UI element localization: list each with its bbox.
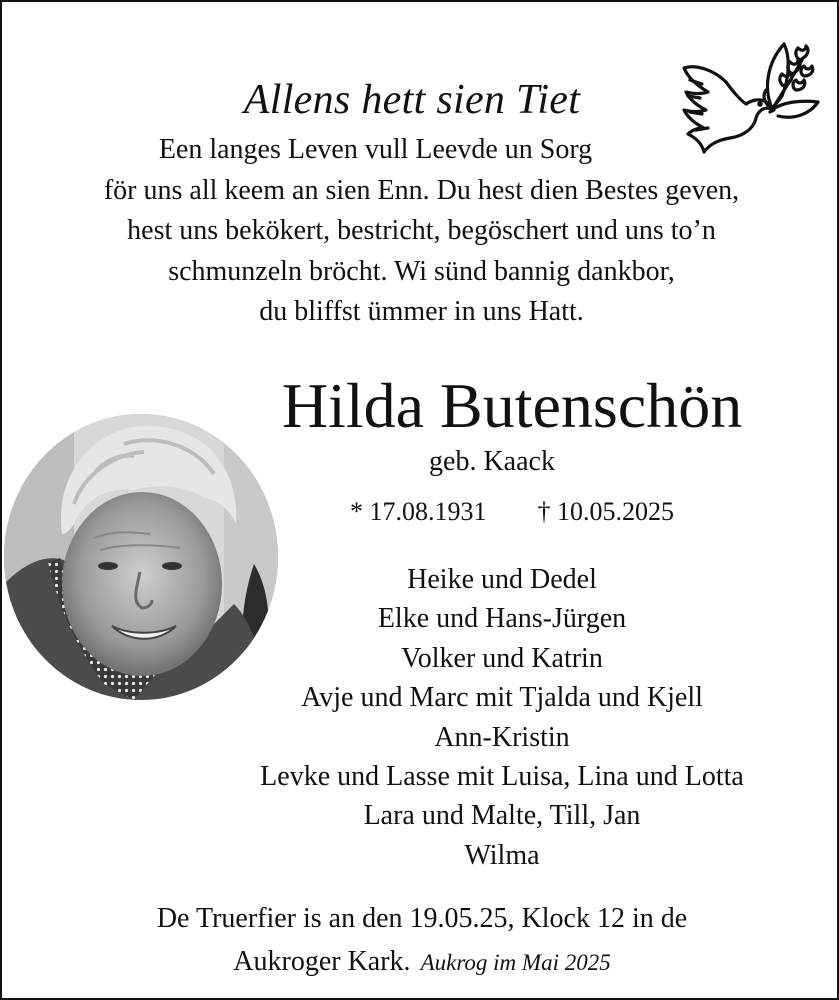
death-date: 10.05.2025 (557, 497, 674, 526)
funeral-line: De Truerfier is an den 19.05.25, Klock 12 in de (156, 903, 688, 934)
mourner-line: Heike und Dedel (407, 564, 597, 595)
mourner-line: Ann-Kristin (434, 721, 570, 753)
birth-star-icon: * (350, 497, 363, 526)
mourner-line: Volker und Katrin (401, 642, 603, 674)
mourners-list (202, 560, 802, 875)
motto-heading: Allens hett sien Tiet (243, 77, 581, 123)
deceased-name: Hilda Butenschön (281, 370, 743, 441)
verse (2, 130, 839, 333)
place-and-date: Aukrog im Mai 2025 (420, 950, 611, 975)
life-dates (302, 493, 722, 531)
mourner-line: Avje und Marc mit Tjalda und Kjell (301, 682, 703, 714)
mourner-line: Wilma (464, 839, 540, 871)
verse-line: Een langes Leven vull Leevde un Sorg (158, 134, 593, 165)
funeral-info (62, 897, 782, 984)
death-cross-icon: † (537, 497, 551, 526)
birth-date: 17.08.1931 (369, 497, 487, 526)
verse-line: schmunzeln bröcht. Wi sünd bannig dankbor, (168, 255, 675, 287)
funeral-location: Aukroger Kark. (233, 946, 411, 977)
verse-line: du bliffst ümmer in uns Hatt. (259, 296, 584, 327)
mourner-line: Lara und Malte, Till, Jan (363, 800, 641, 832)
mourner-line: Levke und Lasse mit Luisa, Lina und Lotta (260, 761, 744, 793)
funeral-line-2 (62, 940, 782, 984)
verse-line: för uns all keem an sien Enn. Du hest dien Bestes geven, (103, 174, 740, 206)
maiden-name: geb. Kaack (429, 446, 555, 477)
verse-line: hest uns bekökert, bestricht, begöschert und uns to’n (127, 215, 716, 246)
mourner-line: Elke und Hans-Jürgen (377, 603, 627, 635)
